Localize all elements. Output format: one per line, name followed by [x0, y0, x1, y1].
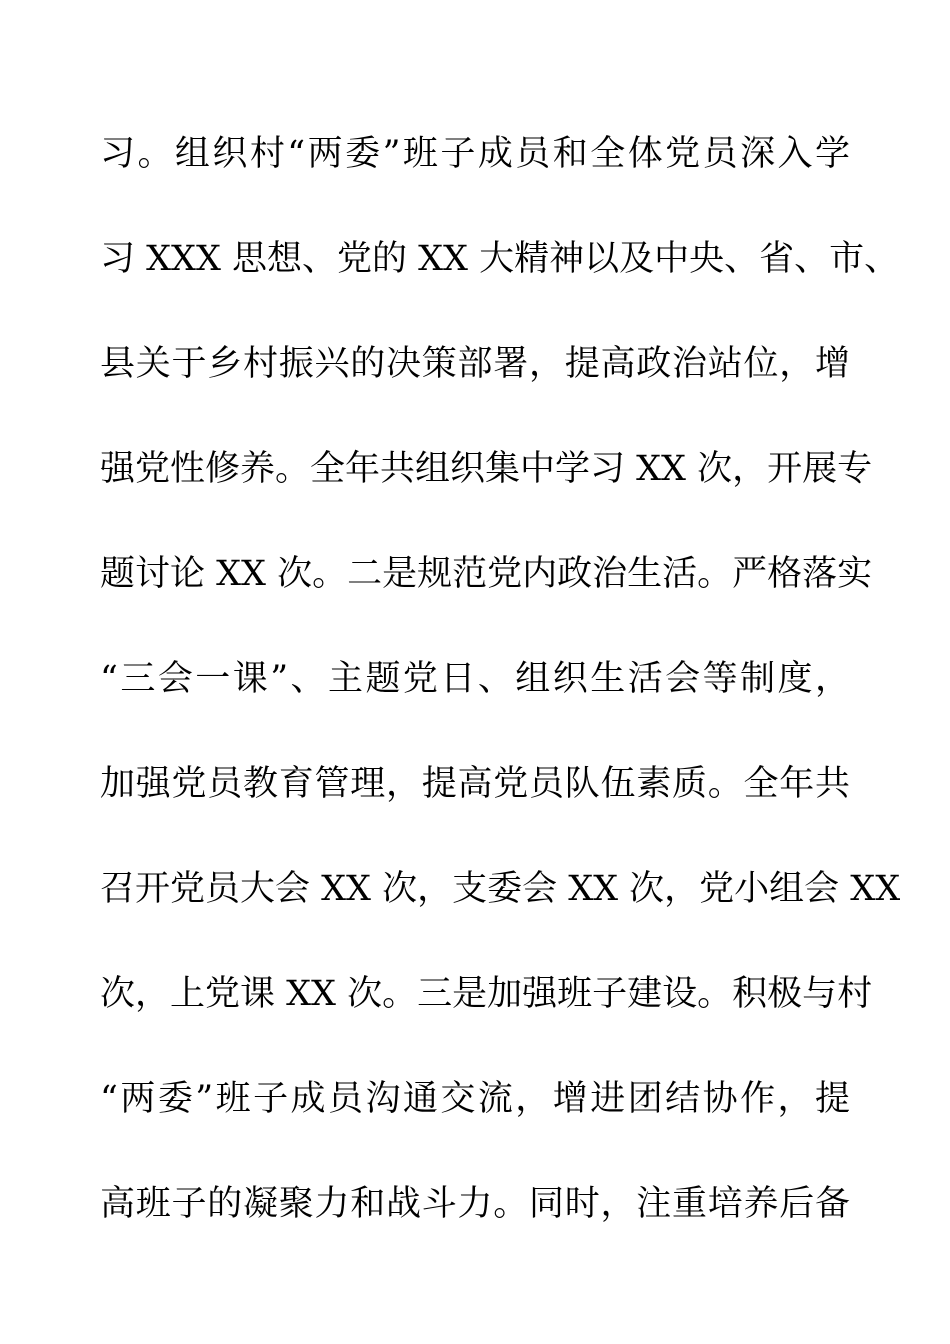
text-line: 强党性修养。全年共组织集中学习 XX 次，开展专	[100, 449, 873, 489]
text-line: 习 XXX 思想、党的 XX 大精神以及中央、省、市、	[100, 239, 900, 279]
text-line: 题讨论 XX 次。二是规范党内政治生活。严格落实	[100, 554, 873, 594]
text-line: 加强党员教育管理，提高党员队伍素质。全年共	[100, 764, 850, 804]
text-line: 召开党员大会 XX 次，支委会 XX 次，党小组会 XX	[100, 869, 901, 909]
text-line: 高班子的凝聚力和战斗力。同时，注重培养后备	[100, 1184, 850, 1224]
text-line: “三会一课”、主题党日、组织生活会等制度，	[100, 659, 850, 699]
text-line: 县关于乡村振兴的决策部署，提高政治站位，增	[100, 344, 850, 384]
text-line: “两委”班子成员沟通交流，增进团结协作，提	[100, 1079, 850, 1119]
text-line: 次，上党课 XX 次。三是加强班子建设。积极与村	[100, 974, 873, 1014]
text-line: 习。组织村“两委”班子成员和全体党员深入学	[100, 134, 850, 174]
